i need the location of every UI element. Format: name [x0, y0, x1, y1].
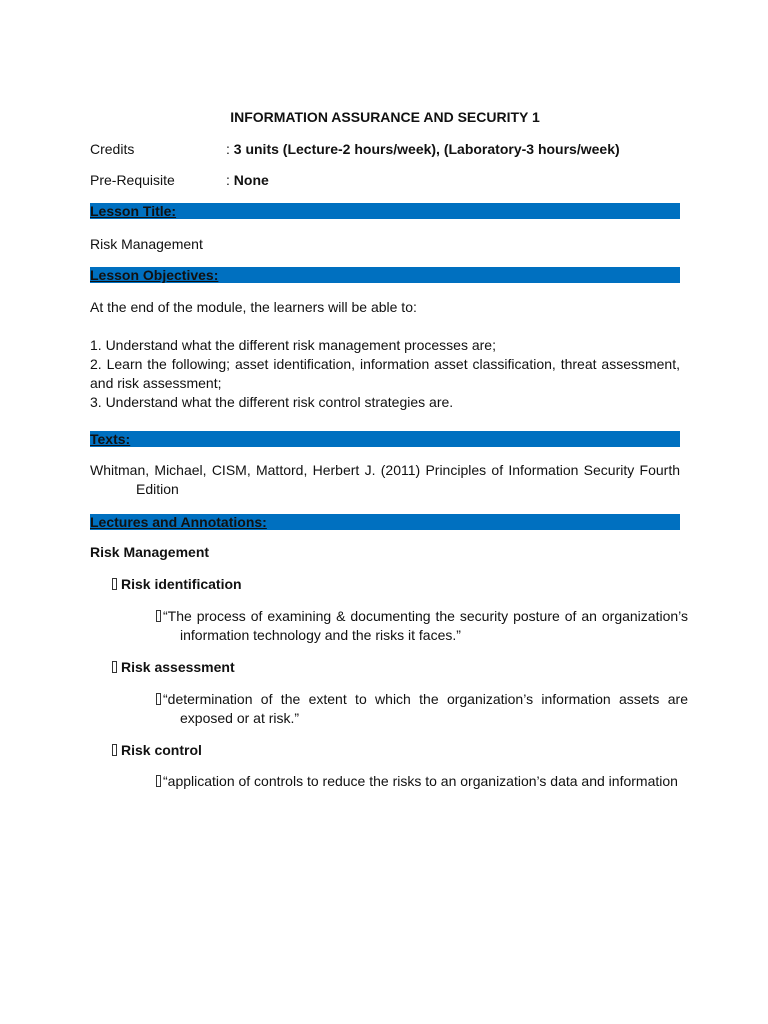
bullet-box-icon: [156, 610, 161, 622]
bullet-box-icon: [156, 775, 161, 787]
lecture-item-risk-identification: [112, 575, 680, 594]
lesson-objectives-heading: Lesson Objectives:: [90, 267, 680, 283]
bullet-box-icon: [112, 744, 117, 756]
document-page: [90, 0, 688, 1024]
lecture-definition: “determination of the extent to which the organization’s information assets are exposed or at risk.”: [163, 691, 688, 726]
credits-value-wrap: [226, 140, 620, 159]
texts-reference: Whitman, Michael, CISM, Mattord, Herbert J. (2011) Principles of Information Security Fourth Edition: [90, 462, 680, 497]
lecture-definition: “application of controls to reduce the risks to an organization’s data and information: [163, 773, 678, 789]
lesson-title-body: Risk Management: [90, 236, 203, 252]
prerequisite-value: None: [233, 172, 269, 188]
lecture-term: Risk assessment: [121, 659, 235, 675]
objective-item-1: 1. Understand what the different risk management processes are;: [90, 337, 496, 353]
objective-item-2: 2. Learn the following; asset identification, information asset classification, threat assessment, and risk assessment;: [90, 356, 680, 391]
document-title: INFORMATION ASSURANCE AND SECURITY 1: [230, 109, 540, 125]
bullet-box-icon: [112, 578, 117, 590]
lectures-heading: Lectures and Annotations:: [90, 514, 680, 530]
lectures-topic: Risk Management: [90, 544, 210, 560]
bullet-box-icon: [112, 661, 117, 673]
objective-item-3: 3. Understand what the different risk control strategies are.: [90, 394, 454, 410]
lesson-objectives-intro: At the end of the module, the learners will be able to:: [90, 299, 417, 315]
prerequisite-value-wrap: [226, 171, 269, 190]
lecture-definition-risk-control: [156, 772, 688, 791]
lecture-item-risk-assessment: [112, 658, 680, 677]
lecture-term: Risk identification: [121, 576, 242, 592]
prerequisite-label: Pre-Requisite: [90, 172, 175, 188]
lecture-definition: “The process of examining & documenting the security posture of an organization’s information technology and the risks it faces.”: [163, 608, 688, 643]
credits-label: Credits: [90, 141, 135, 157]
prerequisite-colon: :: [226, 172, 234, 188]
lecture-term: Risk control: [121, 742, 202, 758]
lesson-title-heading: Lesson Title:: [90, 203, 680, 219]
credits-value: 3 units (Lecture-2 hours/week), (Laboratory-3 hours/week): [233, 141, 620, 157]
texts-heading: Texts:: [90, 431, 680, 447]
lecture-item-risk-control: [112, 741, 680, 760]
credits-colon: :: [226, 141, 234, 157]
lecture-definition-risk-identification: [156, 607, 688, 645]
bullet-box-icon: [156, 693, 161, 705]
lecture-definition-risk-assessment: [156, 690, 688, 728]
